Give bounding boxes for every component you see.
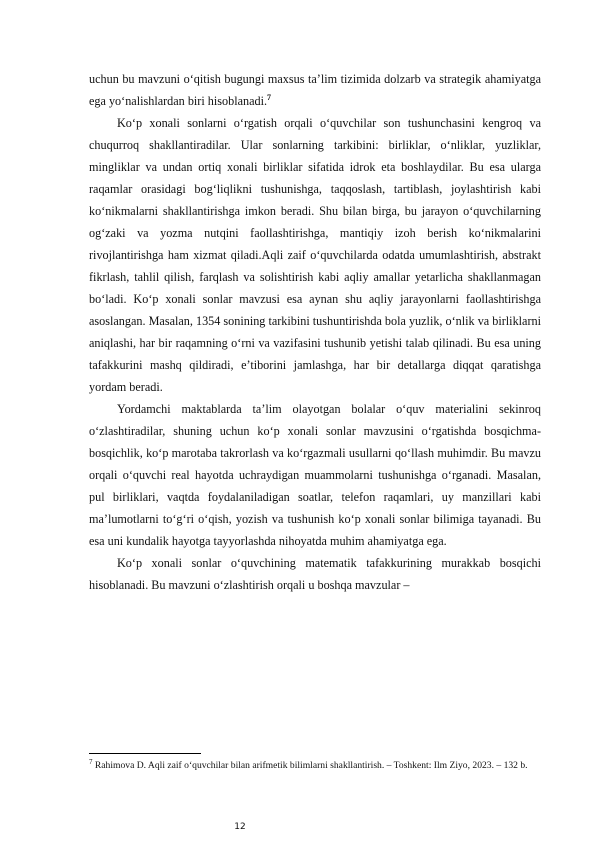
- footnote-reference[interactable]: 7: [267, 92, 272, 102]
- paragraph: Ko‘p xonali sonlar o‘quvchining matematik tafakkurining murakkab bosqichi hisoblanadi. Bu mavzuni o‘zlashtirish orqali u boshqa mavzular –: [89, 556, 541, 592]
- paragraph: Ko‘p xonali sonlarni o‘rgatish orqali o‘quvchilar son tushunchasini kengroq va chuqurroq shakllantiradilar. Ular sonlarning tarkibini: birliklar, o‘nliklar, yuzliklar, mingliklar va undan ortiq xonali birliklar sifatida idrok eta boshlaydilar. Bu esa ularga raqamlar orasidagi bog‘liqlikni tushunishga, taqqoslash, tartiblash, joylashtirish kabi ko‘nikmalarni shakllantirishga imkon beradi. Shu bilan birga, bu jarayon o‘quvchilarning og‘zaki va yozma nutqini faollashtirishga, mantiqiy izoh berish ko‘nikmalarini rivojlantirishga ham xizmat qiladi.Aqli zaif o‘quvchilarda odatda umumlashtirish, abstrakt fikrlash, tahlil qilish, farqlash va solishtirish kabi aqliy amallar yetarlicha shakllanmagan bo‘ladi. Ko‘p xonali sonlar mavzusi esa aynan shu aqliy jarayonlarni faollashtirishga asoslangan. Masalan, 1354 sonining tarkibini tushuntirishda bola yuzlik, o‘nlik va birliklarni aniqlashi, har bir raqamning o‘rni va vazifasini tushunib yetishi talab qilinadi. Bu esa uning tafakkurini mashq qildiradi, e’tiborini jamlashga, har bir detallarga diqqat qaratishga yordam beradi.: [89, 116, 541, 394]
- body-text: [89, 68, 541, 596]
- footnote-text: Rahimova D. Aqli zaif o‘quvchilar bilan arifmetik bilimlarni shakllantirish. – Toshkent: Ilm Ziyo, 2023. – 132 b.: [92, 760, 528, 771]
- paragraph-continuation: [89, 68, 541, 112]
- footnote-separator: [89, 753, 201, 754]
- paragraph: Yordamchi maktablarda ta’lim olayotgan bolalar o‘quv materialini sekinroq o‘zlashtiradilar, shuning uchun ko‘p xonali sonlar mavzusini o‘rgatishda bosqichma-bosqichlik, ko‘p marotaba takrorlash va ko‘rgazmali usullarni qo‘llash muhimdir. Bu mavzu orqali o‘quvchi real hayotda uchraydigan muammolarni tushunishga o‘rganadi. Masalan, pul birliklari, vaqtda foydalaniladigan soatlar, telefon raqamlari, uy manzillari kabi ma’lumotlarni to‘g‘ri o‘qish, yozish va tushunish ko‘p xonali sonlar bilimiga tayanadi. Bu esa uni kundalik hayotga tayyorlashda nihoyatda muhim ahamiyatga ega.: [89, 402, 541, 548]
- footnote: [89, 759, 541, 772]
- page-number: 12: [234, 822, 246, 832]
- footnote-marker: 7: [89, 757, 93, 766]
- paragraph-text: uchun bu mavzuni o‘qitish bugungi maxsus ta’lim tizimida dolzarb va strategik ahamiyatga ega yo‘nalishlardan biri hisoblanadi.: [89, 72, 541, 108]
